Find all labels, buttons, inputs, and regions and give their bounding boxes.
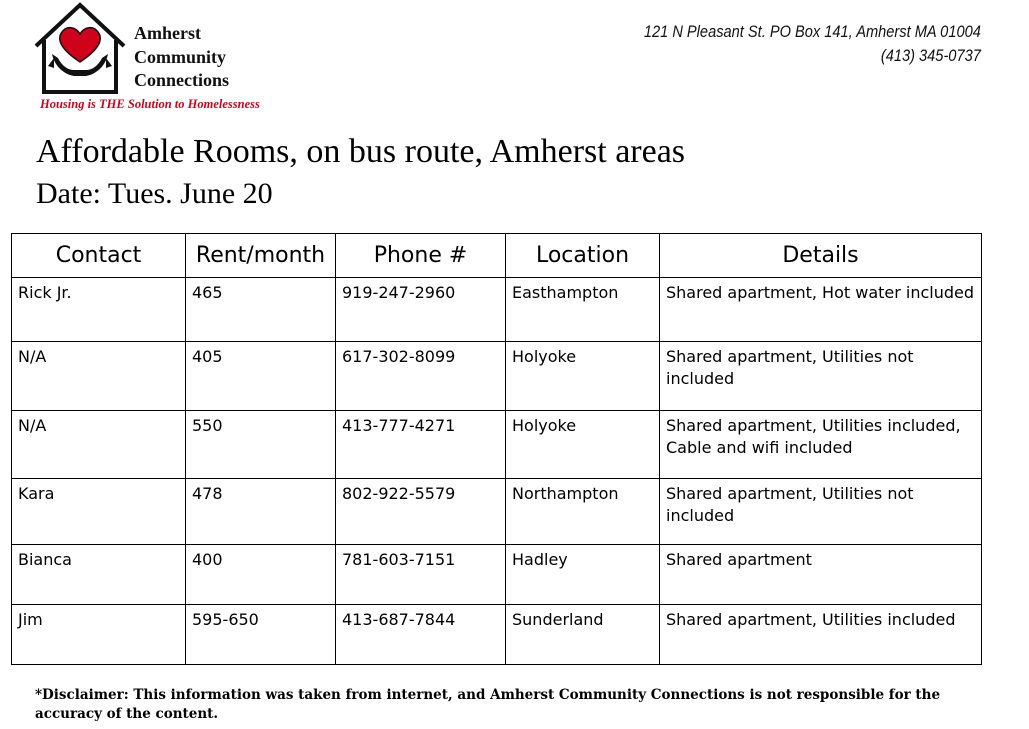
table-row [12, 479, 982, 545]
cell-rent: 478 [186, 479, 336, 545]
cell-phone: 413-687-7844 [336, 605, 506, 665]
cell-location: Northampton [506, 479, 660, 545]
cell-phone: 781-603-7151 [336, 545, 506, 605]
cell-details: Shared apartment, Hot water included [660, 278, 982, 342]
listings-table [11, 233, 982, 665]
org-name-line-2: Community [134, 46, 227, 67]
cell-location: Hadley [506, 545, 660, 605]
house-heart-hands-icon [32, 2, 132, 96]
cell-contact: Bianca [12, 545, 186, 605]
cell-contact: N/A [12, 411, 186, 479]
listing-date: Date: Tues. June 20 [36, 177, 273, 210]
organization-tagline: Housing is THE Solution to Homelessness [40, 97, 260, 111]
cell-phone: 617-302-8099 [336, 342, 506, 411]
cell-contact: Jim [12, 605, 186, 665]
heart-icon [60, 28, 101, 62]
cell-phone: 802-922-5579 [336, 479, 506, 545]
cell-details: Shared apartment, Utilities included [660, 605, 982, 665]
cell-details: Shared apartment, Utilities not included [660, 479, 982, 545]
street-address: 121 N Pleasant St. PO Box 141, Amherst MA 01004 [644, 22, 981, 41]
cell-location: Holyoke [506, 411, 660, 479]
cell-phone: 413-777-4271 [336, 411, 506, 479]
column-header-phone: Phone # [336, 234, 506, 278]
cell-rent: 595-650 [186, 605, 336, 665]
cell-rent: 400 [186, 545, 336, 605]
organization-logo [32, 2, 300, 114]
page-title: Affordable Rooms, on bus route, Amherst areas [36, 133, 686, 170]
column-header-contact: Contact [12, 234, 186, 278]
cell-details: Shared apartment, Utilities included, Cable and wifi included [660, 411, 982, 479]
cell-details: Shared apartment [660, 545, 982, 605]
disclaimer-text: *Disclaimer: This information was taken from internet, and Amherst Community Connections is not responsible for the accuracy of the content. [35, 687, 941, 722]
cell-rent: 405 [186, 342, 336, 411]
table-row [12, 545, 982, 605]
organization-phone: (413) 345-0737 [881, 46, 981, 65]
org-name-line-1: Amherst [134, 23, 201, 43]
table-header-row [12, 234, 982, 278]
column-header-location: Location [506, 234, 660, 278]
contact-address-block [644, 20, 981, 68]
cell-contact: N/A [12, 342, 186, 411]
cell-location: Easthampton [506, 278, 660, 342]
cell-contact: Kara [12, 479, 186, 545]
column-header-rent: Rent/month [186, 234, 336, 278]
cell-location: Holyoke [506, 342, 660, 411]
cell-contact: Rick Jr. [12, 278, 186, 342]
organization-name [134, 22, 229, 93]
cell-phone: 919-247-2960 [336, 278, 506, 342]
table-row [12, 342, 982, 411]
cell-rent: 550 [186, 411, 336, 479]
table-row [12, 605, 982, 665]
column-header-details: Details [660, 234, 982, 278]
table-row [12, 278, 982, 342]
cell-location: Sunderland [506, 605, 660, 665]
table-row [12, 411, 982, 479]
cell-details: Shared apartment, Utilities not included [660, 342, 982, 411]
org-name-line-3: Connections [134, 70, 230, 90]
cell-rent: 465 [186, 278, 336, 342]
